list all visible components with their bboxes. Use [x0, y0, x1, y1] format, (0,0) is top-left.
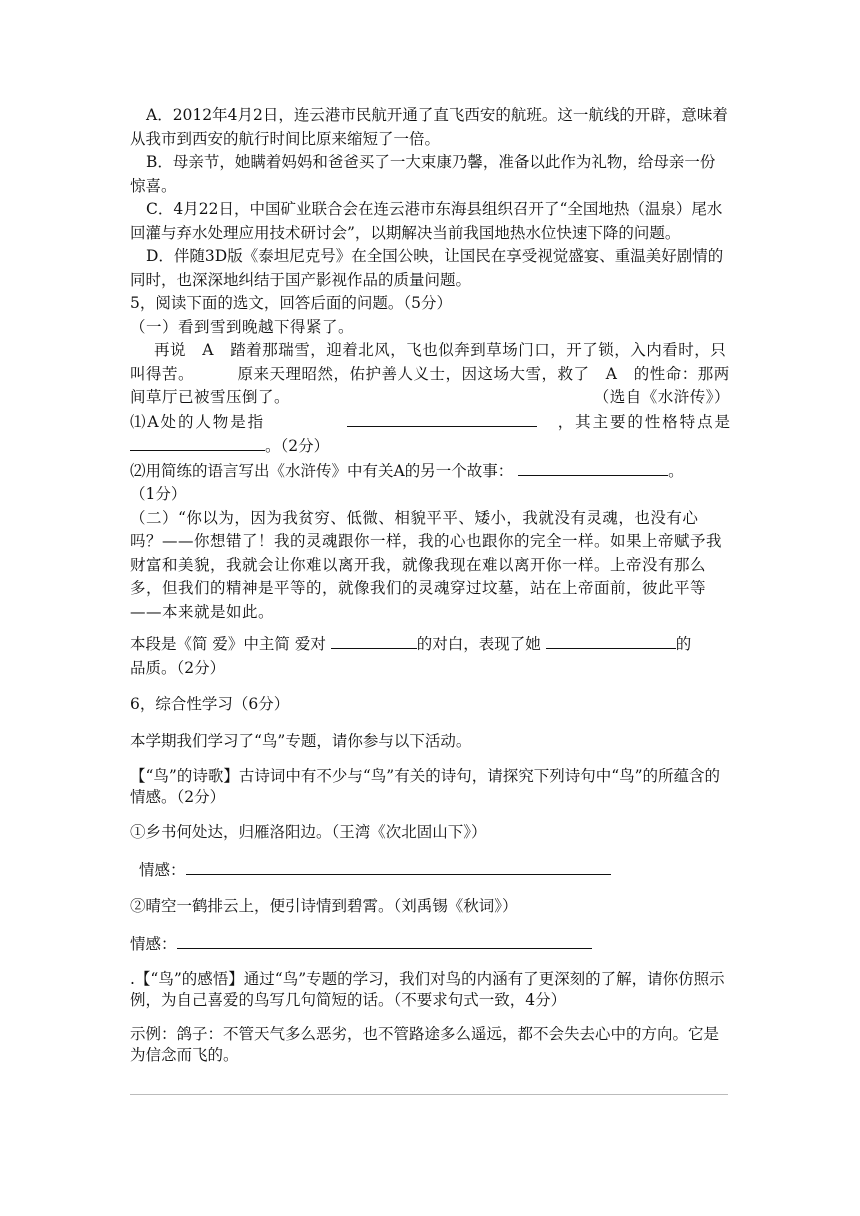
sub-question-1 — [130, 410, 730, 459]
option-b: B．母亲节，她瞒着妈妈和爸爸买了一大束康乃馨，准备以此作为礼物，给母亲一份惊喜。 — [130, 153, 716, 195]
sub1-prompt: ⑴A处的人物是指 — [130, 412, 266, 431]
jane-prompt-4: 品质。（2分） — [130, 658, 226, 677]
emotion-1 — [130, 858, 730, 883]
option-d: D．伴随3D版《泰坦尼克号》在全国公映，让国民在享受视觉盛宴、重温美好剧情的同时，也深深地纠结于国产影视作品的质量问题。 — [130, 247, 724, 289]
answer-blank-story[interactable] — [518, 459, 668, 476]
jane-prompt-2: 的对白，表现了她 — [416, 635, 541, 653]
poem-line-1: ①乡书何处达，归雁洛阳边。（王湾《次北固山下》） — [130, 823, 487, 841]
a-marker-2: A — [605, 364, 618, 383]
sub-question-2 — [130, 459, 730, 507]
passage-end: 的性命：那两间草厅已被雪压倒了。 — [130, 364, 730, 406]
answer-blank-addressee[interactable] — [331, 632, 417, 649]
answer-blank-quality[interactable] — [546, 632, 676, 649]
passage-mid2: 原来天理昭然，佑护善人义士，因这场大雪，救了 — [237, 364, 590, 383]
source-citation: （选自《水浒传》） — [593, 388, 730, 406]
poem-line-2: ②晴空一鹤排云上，便引诗情到碧霄。（刘禹锡《秋词》） — [130, 897, 518, 915]
question-jane-eyre — [130, 632, 730, 680]
answer-blank-emotion-1[interactable] — [186, 858, 611, 875]
sub1-score: 。（2分） — [265, 437, 330, 455]
answer-blank-character[interactable] — [347, 410, 537, 427]
insight-section: .【“鸟”的感悟】通过“鸟”专题的学习，我们对鸟的内涵有了更深刻的了解，请你仿照示例，为自己喜爱的鸟写几句简短的话。（不要求句式一致，4分） — [130, 970, 725, 1009]
sub2-score: （1分） — [130, 485, 187, 503]
sub2-prompt: ⑵用简练的语言写出《水浒传》中有关A的另一个故事： — [130, 461, 514, 480]
question-6-title: 6，综合性学习（6分） — [130, 695, 290, 713]
answer-blank-emotion-2[interactable] — [177, 932, 592, 949]
answer-blank-trait[interactable] — [130, 434, 265, 451]
passage-start: 再说 — [154, 341, 187, 359]
passage-2: （二）“你以为，因为我贫穷、低微、相貌平平、矮小，我就没有灵魂，也没有心吗？——你想错了！我的灵魂跟你一样，我的心也跟你的完全一样。如果上帝赋予我财富和美貌，我就会让你难以离开我，就像我现在难以离开你一样。上帝没有那么多，但我们的精神是平等的，就像我们的灵魂穿过坟墓，站在上帝面前，彼此平等——本来就是如此。 — [130, 508, 723, 621]
emotion-label-2: 情感： — [130, 934, 177, 953]
a-marker: A — [202, 341, 214, 359]
emotion-label-1: 情感： — [139, 860, 186, 879]
poem-section-heading: 【“鸟”的诗歌】古诗词中有不少与“鸟”有关的诗句，请探究下列诗句中“鸟”的所蕴含的情感。（2分） — [130, 767, 721, 806]
sub1-prompt-2: ，其主要的性格特点是 — [557, 412, 730, 431]
jane-prompt-3: 的 — [675, 635, 692, 653]
question-5-title: 5，阅读下面的选文，回答后面的问题。（5分） — [130, 294, 452, 312]
sub2-period: 。 — [668, 461, 684, 480]
option-a: A．2012年4月2日，连云港市民航开通了直飞西安的航班。这一航线的开辟，意味着从我市到西安的航行时间比原来缩短了一倍。 — [130, 106, 728, 148]
passage-1 — [130, 339, 730, 410]
page-divider — [130, 1094, 728, 1095]
exam-page — [130, 104, 730, 1066]
activity-intro: 本学期我们学习了“鸟”专题，请你参与以下活动。 — [130, 731, 472, 750]
jane-prompt-1: 本段是《简 爱》中主简 爱对 — [130, 635, 326, 653]
passage-mid: 踏着那瑞雪，迎着北风，飞也似奔到草场门口，开了锁，入内看时，只叫得苦。 — [130, 341, 727, 383]
option-c: C．4月22日，中国矿业联合会在连云港市东海县组织召开了“全国地热（温泉）尾水回灌与弃水处理应用技术研讨会”，以期解决当前我国地热水位快速下降的问题。 — [130, 200, 723, 242]
example-text: 示例：鸽子：不管天气多么恶劣，也不管路途多么遥远，都不会失去心中的方向。它是为信念而飞的。 — [130, 1025, 720, 1064]
emotion-2 — [130, 932, 730, 957]
passage-1-heading: （一）看到雪到晚越下得紧了。 — [130, 317, 355, 336]
